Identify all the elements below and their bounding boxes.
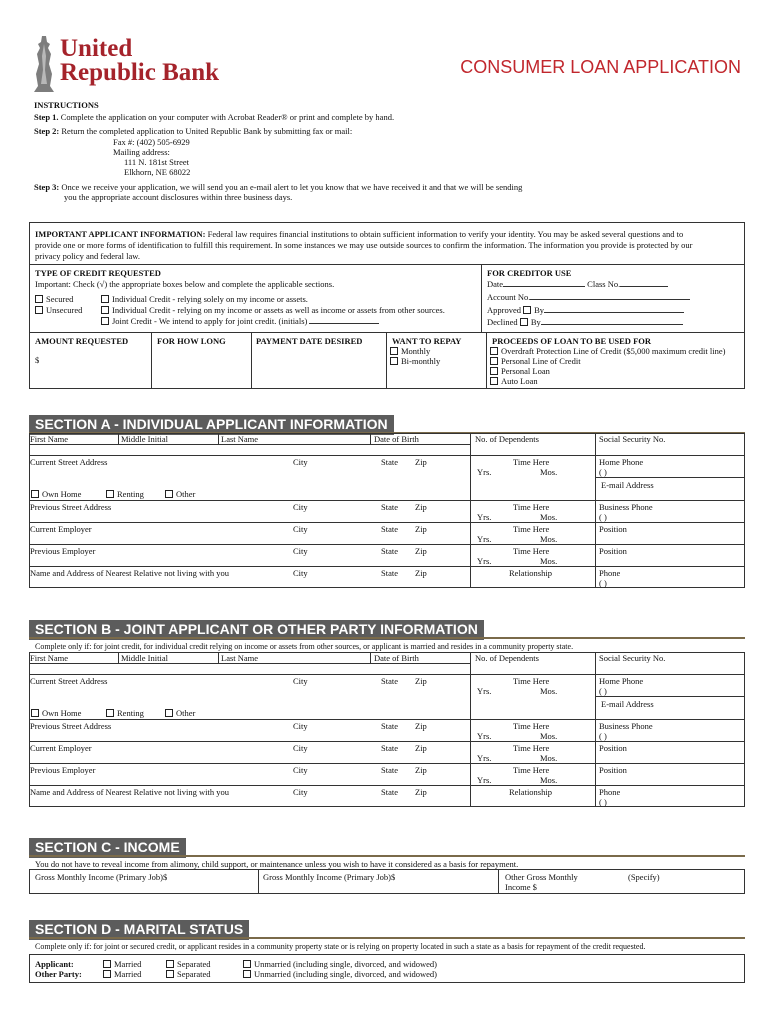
applicant-current-mos-field[interactable]: Mos. [540,467,558,477]
applicant-relative-field[interactable]: Name and Address of Nearest Relative not living with you [30,568,229,578]
applicant-own-home-checkbox[interactable] [31,490,39,498]
joint-business-phone-field[interactable]: ( ) [599,731,607,741]
joint-previous-yrs-field[interactable]: Yrs. [477,731,492,741]
personal-line-option[interactable]: Personal Line of Credit [490,356,581,367]
joint-previous-address-field[interactable]: Previous Street Address [30,721,112,731]
joint-prev-employer-time-here-label: Time Here [513,765,550,775]
other-party-label: Other Party: [35,969,82,979]
important-line1: IMPORTANT APPLICANT INFORMATION: Federal law requires financial institutions to obtain sufficient information to verify your identity. You may be asked several questions and to [35,229,684,239]
step3: Step 3: Once we receive your application, we will send you an e-mail alert to let you know that we have received it and that we will be sending [34,182,523,192]
applicant-previous-yrs-field[interactable]: Yrs. [477,512,492,522]
joint-own-home-checkbox[interactable] [31,709,39,717]
applicant-married-checkbox[interactable] [103,960,111,968]
joint-employer-state-field[interactable]: State [381,743,398,753]
joint-current-state-field[interactable]: State [381,676,398,686]
applicant-current-city-field[interactable]: City [293,457,308,467]
joint-last-name-field[interactable]: Last Name [221,653,259,663]
other-married-checkbox[interactable] [103,970,111,978]
joint-prev-employer-mos-field[interactable]: Mos. [540,775,558,785]
applicant-married[interactable]: Married [103,959,141,970]
joint-prev-employer-zip-field[interactable]: Zip [415,765,427,775]
bimonthly-option[interactable]: Bi-monthly [390,356,440,367]
applicant-prev-employer-yrs-field[interactable]: Yrs. [477,556,492,566]
other-unmarried-checkbox[interactable] [243,970,251,978]
section-d-title: SECTION D - MARITAL STATUS [29,920,249,940]
applicant-relative-city-field[interactable]: City [293,568,308,578]
declined-row: Declined By [487,317,683,328]
payment-date-label: PAYMENT DATE DESIRED [256,336,363,346]
joint-relative-phone-field[interactable]: ( ) [599,797,607,807]
applicant-other-option[interactable]: Other [165,489,195,500]
applicant-previous-state-field[interactable]: State [381,502,398,512]
step2: Step 2: Return the completed application to United Republic Bank by submitting fax or mail: [34,126,353,136]
joint-employer-city-field[interactable]: City [293,743,308,753]
approved-by-field[interactable] [544,305,684,313]
bank-name-line2: Republic Bank [60,59,220,86]
joint-dob-field[interactable]: Date of Birth [374,653,419,663]
form-title: CONSUMER LOAN APPLICATION [460,57,741,77]
applicant-unmarried[interactable]: Unmarried (including single, divorced, and widowed) [243,959,437,970]
individual-credit-option[interactable]: Individual Credit - relying solely on my income or assets. [101,294,308,305]
applicant-last-name-field[interactable]: Last Name [221,434,259,444]
joint-current-city-field[interactable]: City [293,676,308,686]
monthly-checkbox[interactable] [390,347,398,355]
applicant-business-phone-field[interactable]: ( ) [599,512,607,522]
statue-icon [30,34,58,92]
section-b-title: SECTION B - JOINT APPLICANT OR OTHER PARTY INFORMATION [29,620,484,640]
class-no-field[interactable] [620,279,668,287]
repay-label: WANT TO REPAY [392,336,462,346]
applicant-email-field[interactable]: E-mail Address [601,480,654,490]
joint-relative-phone-label: Phone [599,787,621,797]
creditor-use-heading: FOR CREDITOR USE [487,268,572,278]
joint-position-field[interactable]: Position [599,743,627,753]
bank-logo [30,34,220,94]
applicant-employer-yrs-field[interactable]: Yrs. [477,534,492,544]
credit-type-heading: TYPE OF CREDIT REQUESTED [35,268,161,278]
joint-previous-time-here-label: Time Here [513,721,550,731]
joint-employer-zip-field[interactable]: Zip [415,743,427,753]
applicant-previous-city-field[interactable]: City [293,502,308,512]
applicant-dependents-field[interactable]: No. of Dependents [475,434,539,444]
mailing-address-1: 111 N. 181st Street [124,157,190,167]
section-b-note: Complete only if: for joint credit, for individual credit relying on income or assets from other sources, or applicant is married and resides in a community property state. [35,642,574,651]
section-d-note: Complete only if: for joint or secured credit, or applicant resides in a community property state or is relying on property located in such a state as a basis for repayment of the credit requested. [35,942,646,951]
joint-previous-mos-field[interactable]: Mos. [540,731,558,741]
joint-renting-option[interactable]: Renting [106,708,144,719]
joint-home-phone-label: Home Phone [599,676,644,686]
monthly-option[interactable]: Monthly [390,346,430,357]
joint-credit-option[interactable]: Joint Credit - We intend to apply for joint credit. (initials) [101,316,379,327]
mailing-label: Mailing address: [113,147,170,157]
joint-home-phone-field[interactable]: ( ) [599,686,607,696]
applicant-home-phone-field[interactable]: ( ) [599,467,607,477]
joint-other-checkbox[interactable] [165,709,173,717]
applicant-relative-zip-field[interactable]: Zip [415,568,427,578]
applicant-business-phone-label: Business Phone [599,502,653,512]
joint-middle-initial-field[interactable]: Middle Initial [121,653,168,663]
joint-current-address-field[interactable]: Current Street Address [30,676,108,686]
applicant-relative-phone-field[interactable]: ( ) [599,578,607,588]
applicant-own-home-option[interactable]: Own Home [31,489,81,500]
applicant-renting-option[interactable]: Renting [106,489,144,500]
applicant-prev-employer-mos-field[interactable]: Mos. [540,556,558,566]
applicant-other-checkbox[interactable] [165,490,173,498]
gross-income-1-field[interactable]: Gross Monthly Income (Primary Job)$ [35,872,168,882]
personal-line-checkbox[interactable] [490,357,498,365]
applicant-previous-employer-field[interactable]: Previous Employer [30,546,96,556]
joint-employer-yrs-field[interactable]: Yrs. [477,753,492,763]
fax-number: Fax #: (402) 505-6929 [113,137,190,147]
applicant-position-field[interactable]: Position [599,524,627,534]
joint-renting-checkbox[interactable] [106,709,114,717]
other-separated-checkbox[interactable] [166,970,174,978]
applicant-previous-time-here-label: Time Here [513,502,550,512]
applicant-label: Applicant: [35,959,74,969]
applicant-employer-state-field[interactable]: State [381,524,398,534]
personal-loan-checkbox[interactable] [490,367,498,375]
unsecured-option[interactable]: Unsecured [35,305,82,316]
approved-row: Approved By [487,305,684,316]
applicant-previous-address-field[interactable]: Previous Street Address [30,502,112,512]
other-gross-field[interactable]: Income $ [505,882,537,892]
joint-relative-field[interactable]: Name and Address of Nearest Relative not living with you [30,787,229,797]
applicant-current-zip-field[interactable]: Zip [415,457,427,467]
other-unmarried[interactable]: Unmarried (including single, divorced, and widowed) [243,969,437,980]
section-a-title: SECTION A - INDIVIDUAL APPLICANT INFORMATION [29,415,394,435]
joint-current-mos-field[interactable]: Mos. [540,686,558,696]
joint-own-home-option[interactable]: Own Home [31,708,81,719]
joint-dependents-field[interactable]: No. of Dependents [475,653,539,663]
applicant-home-phone-label: Home Phone [599,457,644,467]
applicant-separated-checkbox[interactable] [166,960,174,968]
auto-loan-checkbox[interactable] [490,377,498,385]
applicant-unmarried-checkbox[interactable] [243,960,251,968]
applicant-renting-checkbox[interactable] [106,490,114,498]
specify-label: (Specify) [628,872,660,882]
applicant-current-time-here-label: Time Here [513,457,550,467]
joint-previous-employer-field[interactable]: Previous Employer [30,765,96,775]
joint-initials-field[interactable] [309,316,379,324]
applicant-relative-phone-label: Phone [599,568,621,578]
important-line3: privacy policy and federal law. [35,251,140,261]
joint-employer-mos-field[interactable]: Mos. [540,753,558,763]
joint-previous-zip-field[interactable]: Zip [415,721,427,731]
credit-type-note: Important: Check (√) the appropriate boxes below and complete the applicable sections. [35,279,335,289]
applicant-relative-state-field[interactable]: State [381,568,398,578]
joint-prev-position-field[interactable]: Position [599,765,627,775]
other-separated[interactable]: Separated [166,969,211,980]
applicant-prev-employer-zip-field[interactable]: Zip [415,546,427,556]
applicant-relationship-field[interactable]: Relationship [509,568,552,578]
secured-checkbox[interactable] [35,295,43,303]
joint-previous-state-field[interactable]: State [381,721,398,731]
applicant-current-state-field[interactable]: State [381,457,398,467]
applicant-employer-time-here-label: Time Here [513,524,550,534]
other-married[interactable]: Married [103,969,141,980]
applicant-current-employer-field[interactable]: Current Employer [30,524,92,534]
joint-other-option[interactable]: Other [165,708,195,719]
joint-prev-employer-state-field[interactable]: State [381,765,398,775]
joint-relationship-field[interactable]: Relationship [509,787,552,797]
mailing-address-2: Elkhorn, NE 68022 [124,167,191,177]
joint-credit-checkbox[interactable] [101,317,109,325]
joint-ssn-field[interactable]: Social Security No. [599,653,666,663]
individual-credit-checkbox[interactable] [101,295,109,303]
applicant-first-name-field[interactable]: First Name [30,434,69,444]
applicant-prev-employer-state-field[interactable]: State [381,546,398,556]
applicant-ssn-field[interactable]: Social Security No. [599,434,666,444]
how-long-label: FOR HOW LONG [157,336,226,346]
applicant-prev-position-field[interactable]: Position [599,546,627,556]
joint-relative-city-field[interactable]: City [293,787,308,797]
creditor-date-row: Date Class No. [487,279,668,290]
proceeds-label: PROCEEDS OF LOAN TO BE USED FOR [492,336,652,346]
joint-email-field[interactable]: E-mail Address [601,699,654,709]
joint-business-phone-label: Business Phone [599,721,653,731]
joint-relative-zip-field[interactable]: Zip [415,787,427,797]
approved-checkbox[interactable] [523,306,531,314]
individual-other-credit-option[interactable]: Individual Credit - relying on my income or assets as well as income or assets from other sources. [101,305,445,316]
declined-by-field[interactable] [541,317,683,325]
applicant-separated[interactable]: Separated [166,959,211,970]
other-gross-label: Other Gross Monthly [505,872,578,882]
joint-previous-city-field[interactable]: City [293,721,308,731]
section-c-note: You do not have to reveal income from alimony, child support, or maintenance unless you wish to have it considered as a basis for repayment. [35,859,519,869]
joint-current-zip-field[interactable]: Zip [415,676,427,686]
applicant-employer-zip-field[interactable]: Zip [415,524,427,534]
important-line2: provide one or more forms of identification to fulfill this requirement. In some instances we may use outside sources to confirm the information. The information you provide is protected by our [35,240,693,250]
personal-loan-option[interactable]: Personal Loan [490,366,550,377]
individual-other-credit-checkbox[interactable] [101,306,109,314]
applicant-employer-city-field[interactable]: City [293,524,308,534]
bank-name-line1: United [60,35,133,62]
joint-employer-time-here-label: Time Here [513,743,550,753]
step3-line2: you the appropriate account disclosures within three business days. [64,192,293,202]
overdraft-option[interactable]: Overdraft Protection Line of Credit ($5,000 maximum credit line) [490,346,725,357]
joint-prev-employer-city-field[interactable]: City [293,765,308,775]
applicant-current-yrs-field[interactable]: Yrs. [477,467,492,477]
joint-first-name-field[interactable]: First Name [30,653,69,663]
applicant-middle-initial-field[interactable]: Middle Initial [121,434,168,444]
instructions-heading: INSTRUCTIONS [34,100,99,110]
gross-income-2-field[interactable]: Gross Monthly Income (Primary Job)$ [263,872,396,882]
applicant-previous-mos-field[interactable]: Mos. [540,512,558,522]
account-no-row: Account No. [487,292,690,303]
step1: Step 1. Complete the application on your computer with Acrobat Reader® or print and complete by hand. [34,112,395,122]
bimonthly-checkbox[interactable] [390,357,398,365]
amount-requested-label: AMOUNT REQUESTED [35,336,129,346]
applicant-employer-mos-field[interactable]: Mos. [540,534,558,544]
creditor-date-field[interactable] [503,279,585,287]
secured-option[interactable]: Secured [35,294,73,305]
auto-loan-option[interactable]: Auto Loan [490,376,538,387]
joint-current-yrs-field[interactable]: Yrs. [477,686,492,696]
applicant-current-address-field[interactable]: Current Street Address [30,457,108,467]
applicant-prev-employer-city-field[interactable]: City [293,546,308,556]
joint-relative-state-field[interactable]: State [381,787,398,797]
amount-requested-field[interactable]: $ [35,355,40,365]
applicant-previous-zip-field[interactable]: Zip [415,502,427,512]
section-c-title: SECTION C - INCOME [29,838,186,858]
declined-checkbox[interactable] [520,318,528,326]
overdraft-checkbox[interactable] [490,347,498,355]
joint-current-employer-field[interactable]: Current Employer [30,743,92,753]
joint-current-time-here-label: Time Here [513,676,550,686]
joint-prev-employer-yrs-field[interactable]: Yrs. [477,775,492,785]
applicant-prev-employer-time-here-label: Time Here [513,546,550,556]
unsecured-checkbox[interactable] [35,306,43,314]
applicant-dob-field[interactable]: Date of Birth [374,434,419,444]
account-no-field[interactable] [530,292,690,300]
